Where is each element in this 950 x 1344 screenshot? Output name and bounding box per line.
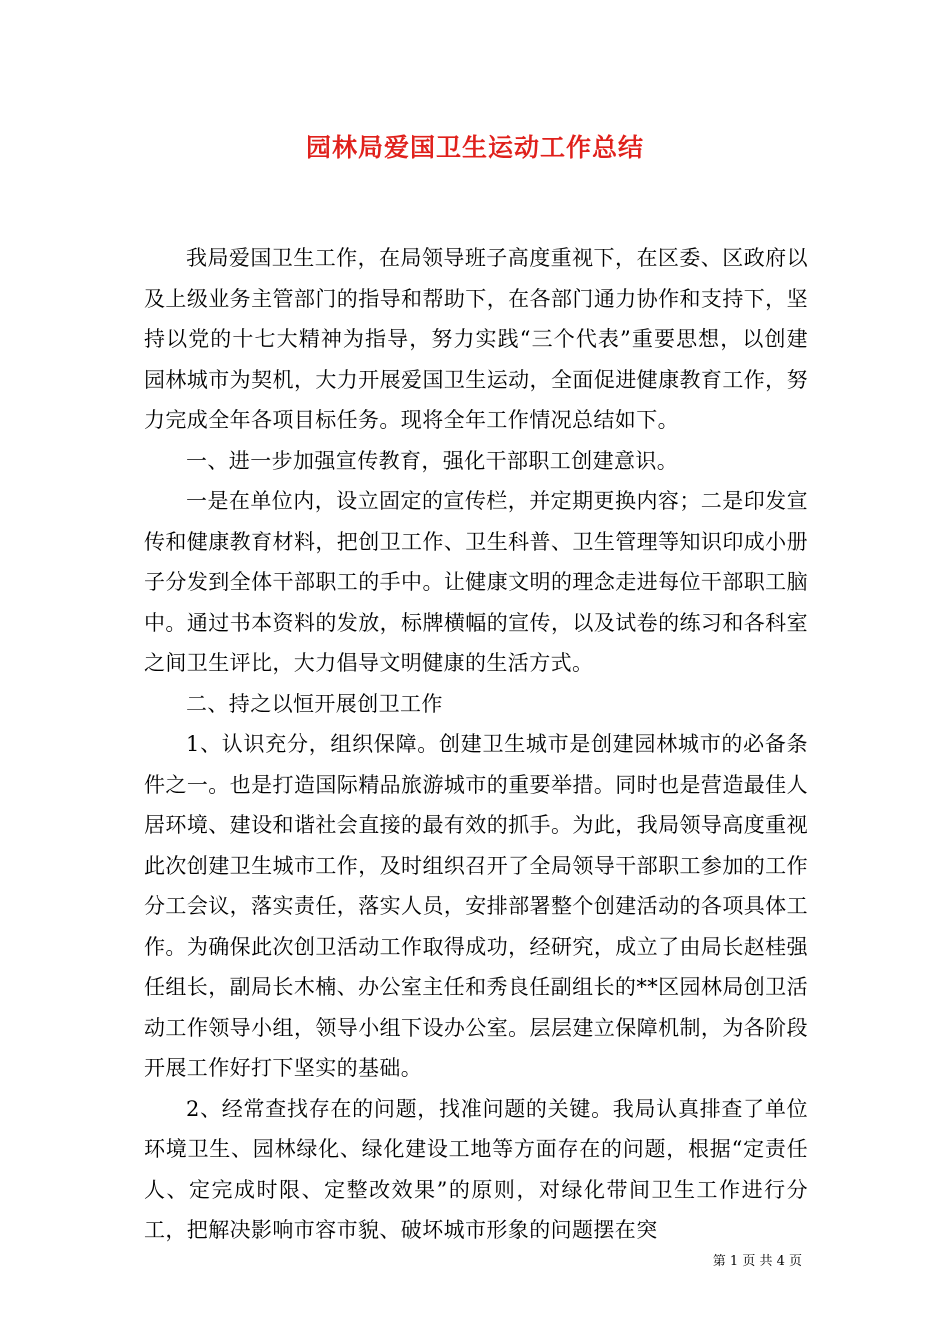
page-number-footer	[713, 1250, 802, 1269]
document-title: 园林局爱国卫生运动工作总结	[305, 133, 644, 162]
page-number-label: 第 1 页 共 4 页	[712, 1254, 802, 1269]
paragraph-section-1: 一是在单位内，设立固定的宣传栏，并定期更换内容；二是印发宣传和健康教育材料，把创卫工作、卫生科普、卫生管理等知识印成小册子分发到全体干部职工的手中。让健康文明的理念走进每位干部职工脑中。通过书本资料的发放，标牌横幅的宣传，以及试卷的练习和各科室之间卫生评比，大力倡导文明健康的生活方式。	[144, 489, 808, 675]
paragraph-intro: 我局爱国卫生工作，在局领导班子高度重视下，在区委、区政府以及上级业务主管部门的指导和帮助下，在各部门通力协作和支持下，坚持以党的十七大精神为指导，努力实践“三个代表”重要思想，以创建园林城市为契机，大力开展爱国卫生运动，全面促进健康教育工作，努力完成全年各项目标任务。现将全年工作情况总结如下。	[144, 246, 808, 432]
paragraph-item-2: 2、经常查找存在的问题，找准问题的关键。我局认真排查了单位环境卫生、园林绿化、绿化建设工地等方面存在的问题，根据“定责任人、定完成时限、定整改效果”的原则，对绿化带间卫生工作进行分工，把解决影响市容市貌、破坏城市形象的问题摆在突	[144, 1096, 808, 1242]
document-body	[144, 238, 808, 1251]
paragraph-item-1: 1、认识充分，组织保障。创建卫生城市是创建园林城市的必备条件之一。也是打造国际精品旅游城市的重要举措。同时也是营造最佳人居环境、建设和谐社会直接的最有效的抓手。为此，我局领导高度重视此次创建卫生城市工作，及时组织召开了全局领导干部职工参加的工作分工会议，落实责任，落实人员，安排部署整个创建活动的各项具体工作。为确保此次创卫活动工作取得成功，经研究，成立了由局长赵桂强任组长，副局长木楠、办公室主任和秀良任副组长的**区园林局创卫活动工作领导小组，领导小组下设办公室。层层建立保障机制，为各阶段开展工作好打下坚实的基础。	[144, 732, 808, 1080]
heading-section-2: 二、持之以恒开展创卫工作	[186, 691, 443, 716]
heading-section-1: 一、进一步加强宣传教育，强化干部职工创建意识。	[186, 448, 679, 473]
